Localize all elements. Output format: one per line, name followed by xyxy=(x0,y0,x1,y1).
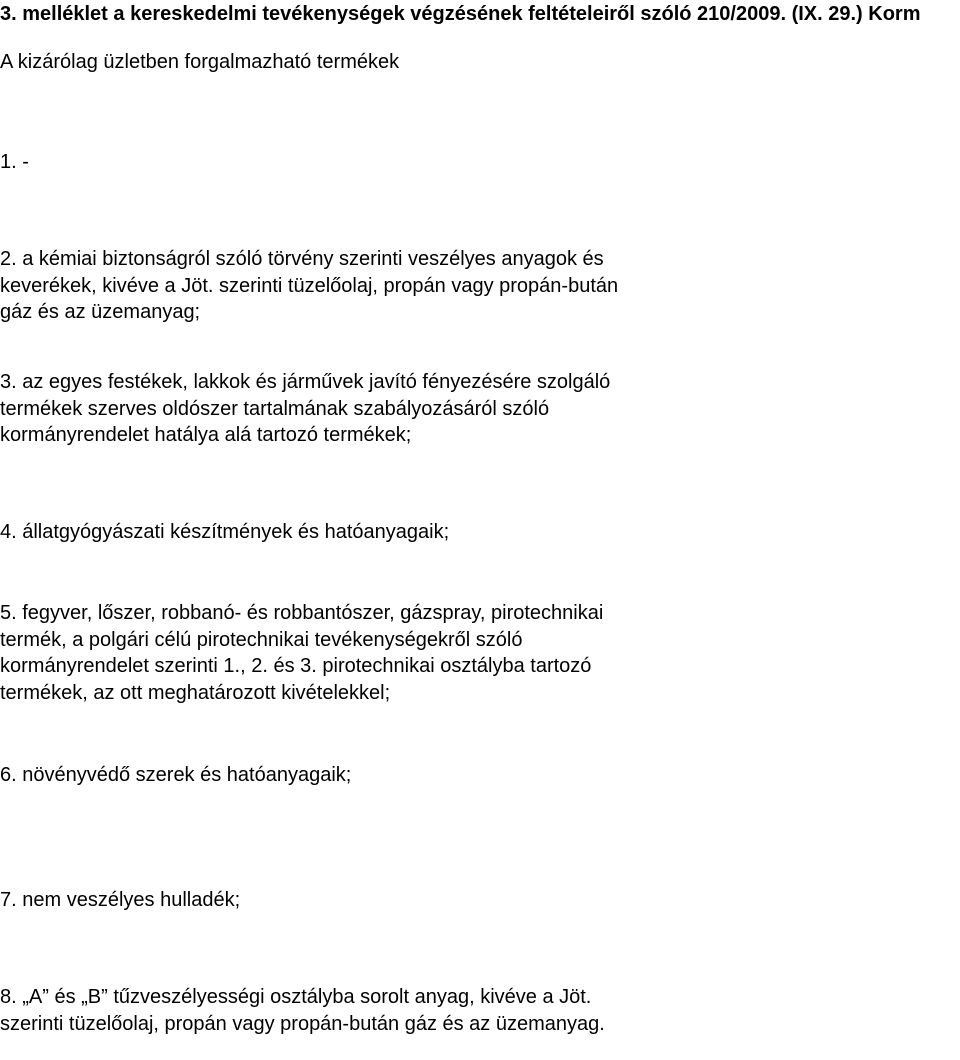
list-item: 4. állatgyógyászati készítmények és hatóanyagaik; xyxy=(0,521,450,543)
page-heading: 3. melléklet a kereskedelmi tevékenységek végzésének feltételeiről szóló 210/2009. (IX. 29.) Korm xyxy=(0,3,921,25)
list-item: 3. az egyes festékek, lakkok és járművek javító fényezésére szolgáló termékek szerves oldószer tartalmának szabályozásáról szóló kormányrendelet hatálya alá tartozó termékek; xyxy=(0,371,611,446)
list-item: 6. növényvédő szerek és hatóanyagaik; xyxy=(0,764,352,786)
list-item: 2. a kémiai biztonságról szóló törvény szerinti veszélyes anyagok és keverékek, kivéve a Jöt. szerinti tüzelőolaj, propán vagy propán-bután gáz és az üzemanyag; xyxy=(0,248,619,323)
list-item: 7. nem veszélyes hulladék; xyxy=(0,889,241,911)
list-item: 8. „A” és „B” tűzveszélyességi osztályba sorolt anyag, kivéve a Jöt. szerinti tüzelőolaj, propán vagy propán-bután gáz és az üzemanyag. xyxy=(0,986,605,1035)
section-title: A kizárólag üzletben forgalmazható termékek xyxy=(0,51,400,73)
list-item: 5. fegyver, lőszer, robbanó- és robbantószer, gázspray, pirotechnikai termék, a polgári célú pirotechnikai tevékenységekről szóló kormányrendelet szerinti 1., 2. és 3. pirotechnikai osztályba tartozó termékek, az ott meghatározott kivételekkel; xyxy=(0,602,604,704)
list-item: 1. - xyxy=(0,151,29,173)
